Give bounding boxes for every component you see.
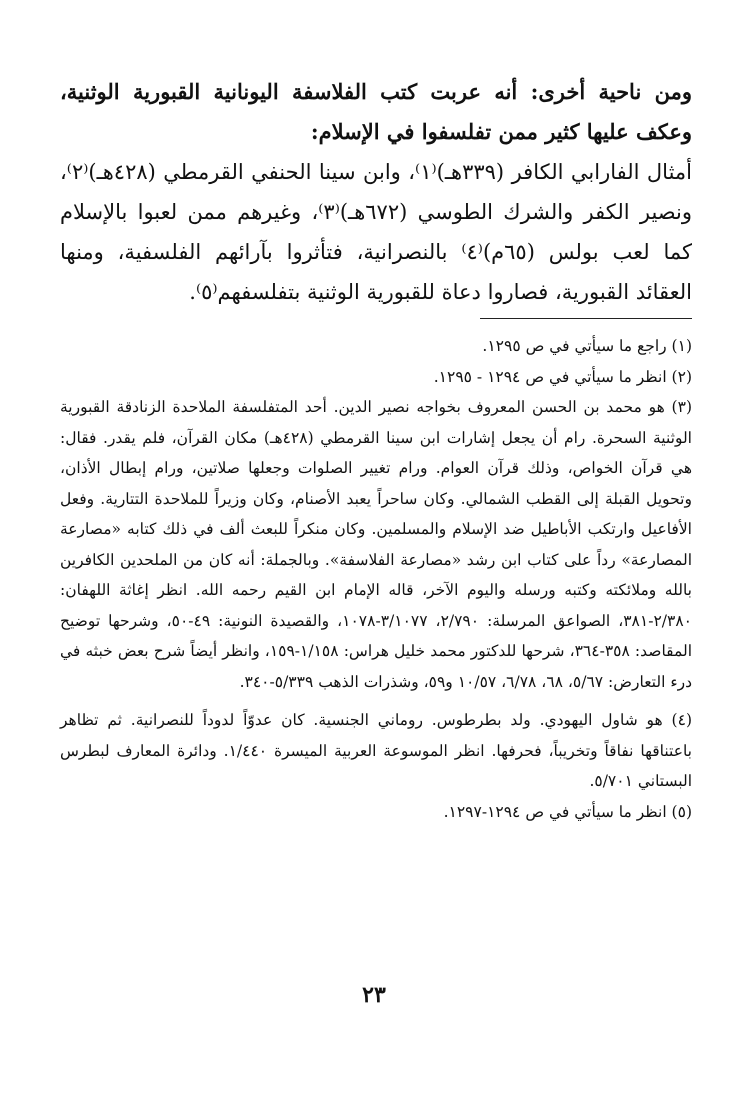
footnotes (60, 331, 692, 827)
paragraph-2: أمثال الفارابي الكافر (٣٣٩هـ)⁽١⁾، وابن سينا الحنفي القرمطي (٤٢٨هـ)⁽٢⁾، ونصير الكفر والشرك الطوسي (٦٧٢هـ)⁽٣⁾، وغيرهم ممن لعبوا بالإسلام كما لعب بولس (٦٥م)⁽٤⁾ بالنصرانية، فتأثروا بآرائهم الفلسفية، ومنها العقائد القبورية، فصاروا دعاة للقبورية الوثنية بتفلسفهم⁽٥⁾. (60, 160, 693, 304)
footnote-1: (١) راجع ما سيأتي في ص ١٢٩٥. (482, 337, 692, 355)
footnote-3: (٣) هو محمد بن الحسن المعروف بخواجه نصير الدين. أحد المتفلسفة الملاحدة الزنادقة القبورية الوثنية السحرة. رام أن يجعل إشارات ابن سينا القرمطي (٤٢٨هـ) مكان القرآن، فلم يقدر. فقال: هي قرآن الخواص، وذلك قرآن العوام. ورام تغيير الصلوات وجعلها صلاتين، ورام إبطال الأذان، وتحويل القبلة إلى القطب الشمالي. وكان ساحراً يعبد الأصنام، وكان وزيراً للملاحدة التتارية. وفعل الأفاعيل وارتكب الأباطيل ضد الإسلام والمسلمين. وكان منكراً للبعث ألف في ذلك كتابه «مصارعة المصارعة» رداً على كتاب ابن رشد «مصارعة الفلاسفة». وبالجملة: أنه كان من الملحدين الكافرين بالله وملائكته وكتبه ورسله واليوم الآخر، قاله الإمام ابن القيم رحمه الله. انظر إغاثة اللهفان: ٢/٣٨٠-٣٨١، الصواعق المرسلة: ٢/٧٩٠، ٣/١٠٧٧-١٠٧٨، والقصيدة النونية: ٤٩-٥٠، وشرحها توضيح المقاصد: ٣٥٨-٣٦٤، شرحها للدكتور محمد خليل هراس: ١/١٥٨-١٥٩، وانظر أيضاً شرح بعض خبثه في درء التعارض: ٥/٦٧، ٦٨، ٦/٧٨، ١٠/٥٧ و٥٩، وشذرات الذهب ٥/٣٣٩-٣٤٠. (60, 398, 692, 691)
main-text (60, 72, 692, 312)
footnote-4: (٤) هو شاول اليهودي. ولد بطرطوس. روماني الجنسية. كان عدوّاً لدوداً للنصرانية. ثم تظاهر باعتناقها نفاقاً وتخريباً، فحرفها. انظر الموسوعة العربية الميسرة ١/٤٤٠. ودائرة المعارف لبطرس البستاني ٥/٧٠١. (60, 711, 692, 790)
footnote-5: (٥) انظر ما سيأتي في ص ١٢٩٤-١٢٩٧. (443, 802, 692, 821)
paragraph-1-lead: ومن ناحية أخرى: (530, 79, 692, 104)
paragraph-1-body: أنه عربت كتب الفلاسفة اليونانية القبورية الوثنية، وعكف عليها كثير ممن تفلسفوا في الإسلام: (60, 79, 692, 144)
page-number: ٢٣ (362, 982, 386, 1008)
footnote-separator (480, 318, 692, 319)
page-content (60, 72, 692, 827)
paragraph-1 (60, 72, 692, 152)
footnote-2: (٢) انظر ما سيأتي في ص ١٢٩٤ - ١٢٩٥. (433, 367, 692, 386)
